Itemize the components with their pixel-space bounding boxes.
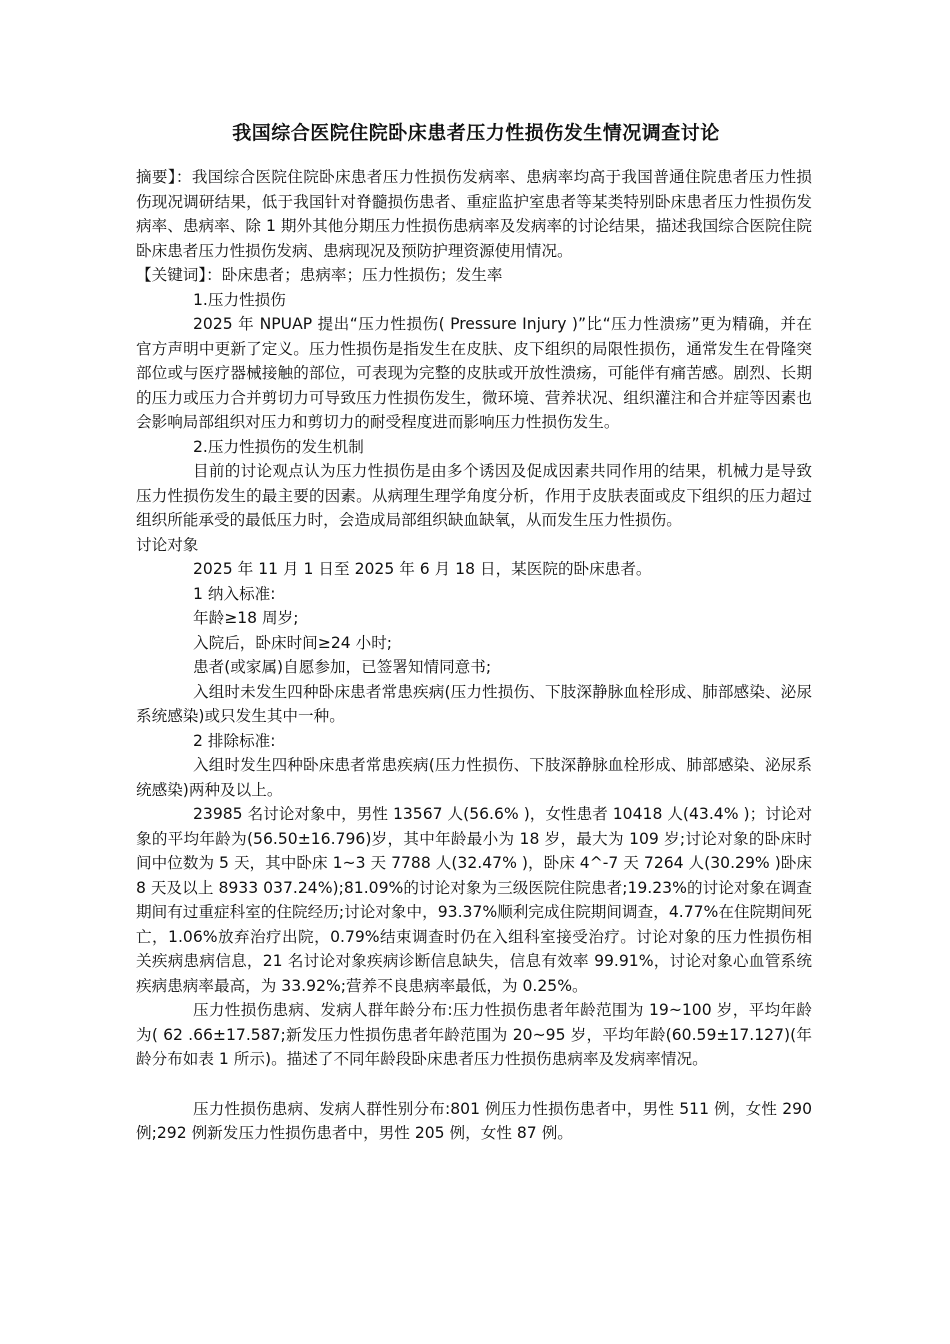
list-item: 入院后，卧床时间≥24 小时; (193, 633, 393, 652)
keywords-paragraph: 【关键词】：卧床患者；患病率；压力性损伤；发生率 (136, 266, 503, 284)
list-item: 年龄≥18 周岁; (193, 609, 299, 627)
list-item: 入组时未发生四种卧床患者常患疾病(压力性损伤、下肢深静脉血栓形成、肺部感染、泌尿系统感染)或只发生其中一种。 (136, 682, 812, 725)
body-paragraph: 压力性损伤患病、发病人群性别分布:801 例压力性损伤患者中，男性 511 例，女性 290 例;292 例新发压力性损伤患者中，男性 205 例，女性 87 例。 (136, 1099, 812, 1142)
paragraph-spacer (136, 1072, 812, 1097)
list-item: 入组时发生四种卧床患者常患疾病(压力性损伤、下肢深静脉血栓形成、肺部感染、泌尿系统感染)两种及以上。 (136, 756, 812, 799)
abstract-paragraph: 摘要】：我国综合医院住院卧床患者压力性损伤发病率、患病率均高于我国普通住院患者压力性损伤现况调研结果，低于我国针对脊髓损伤患者、重症监护室患者等某类特别卧床患者压力性损伤发病率、患病率、除 1 期外其他分期压力性损伤患病率及发病率的讨论结果，描述我国综合医院住院卧床患者压力性损伤发病、患病现况及预防护理资源使用情况。 (136, 168, 812, 260)
section-heading-subjects: 讨论对象 (136, 535, 199, 554)
body-paragraph: 2025 年 NPUAP 提出“压力性损伤( Pressure Injury )”比“压力性溃疡”更为精确，并在官方声明中更新了定义。压力性损伤是指发生在皮肤、皮下组织的局限性损伤，通常发生在骨隆突部位或与医疗器械接触的部位，可表现为完整的皮肤或开放性溃疡，可能伴有痛苦感。剧烈、长期的压力或压力合并剪切力可导致压力性损伤发生，微环境、营养状况、组织灌注和合并症等因素也会影响局部组织对压力和剪切力的耐受程度进而影响压力性损伤发生。 (136, 315, 812, 431)
document-body (136, 165, 812, 1146)
section-heading-pressure-injury: 1.压力性损伤 (193, 290, 286, 309)
list-item: 患者(或家属)自愿参加，已签署知情同意书; (193, 658, 492, 676)
document-title: 我国综合医院住院卧床患者压力性损伤发生情况调查讨论 (232, 122, 720, 144)
body-paragraph: 2025 年 11 月 1 日至 2025 年 6 月 18 日，某医院的卧床患者。 (193, 560, 652, 578)
section-heading-exclusion: 2 排除标准: (193, 731, 276, 750)
body-paragraph: 目前的讨论观点认为压力性损伤是由多个诱因及促成因素共同作用的结果，机械力是导致压力性损伤发生的最主要的因素。从病理生理学角度分析，作用于皮肤表面或皮下组织的压力超过组织所能承受的最低压力时，会造成局部组织缺血缺氧，从而发生压力性损伤。 (136, 462, 812, 529)
body-paragraph: 压力性损伤患病、发病人群年龄分布:压力性损伤患者年龄范围为 19~100 岁，平均年龄为( 62 .66±17.587;新发压力性损伤患者年龄范围为 20~95 岁，平均年龄(60.59±17.127)(年龄分布如表 1 所示)。描述了不同年龄段卧床患者压力性损伤患病率及发病率情况。 (136, 1001, 812, 1068)
section-heading-inclusion: 1 纳入标准: (193, 584, 276, 603)
body-paragraph: 23985 名讨论对象中，男性 13567 人(56.6% )，女性患者 10418 人(43.4% )；讨论对象的平均年龄为(56.50±16.796)岁，其中年龄最小为 18 岁，最大为 109 岁;讨论对象的卧床时间中位数为 5 天，其中卧床 1~3 天 7788 人(32.47% )，卧床 4^-7 天 7264 人(30.29% )卧床 8 天及以上 8933 037.24%);81.09%的讨论对象为三级医院住院患者;19.23%的讨论对象在调查期间有过重症科室的住院经历;讨论对象中，93.37%顺利完成住院期间调查，4.77%在住院期间死亡，1.06%放弃治疗出院，0.79%结束调查时仍在入组科室接受治疗。讨论对象的压力性损伤相关疾病患病信息，21 名讨论对象疾病诊断信息缺失，信息有效率 99.91%，讨论对象心血管系统疾病患病率最高，为 33.92%;营养不良患病率最低，为 0.25%。 (136, 805, 812, 995)
section-heading-mechanism: 2.压力性损伤的发生机制 (193, 437, 364, 456)
